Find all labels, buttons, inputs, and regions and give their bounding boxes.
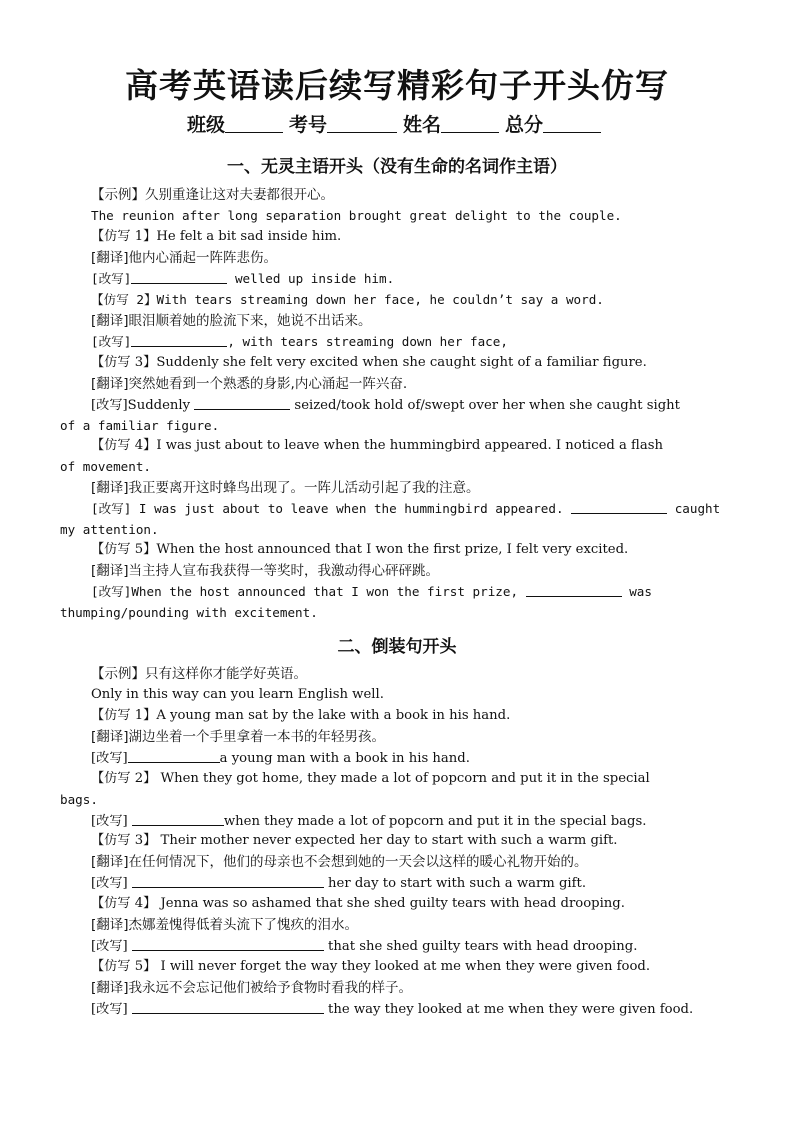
s2-f5-translation: [翻译]我永远不会忘记他们被给予食物时看我的样子。 [91, 980, 413, 996]
s1-f5-question: 【仿写 5】When the host announced that I won the first prize, I felt very excited. [91, 542, 629, 557]
s2-f1-question: 【仿写 1】A young man sat by the lake with a book in his hand. [91, 708, 511, 723]
class-label: 班级 [186, 114, 225, 136]
s2-f5-rewrite [91, 999, 736, 1021]
s2-f2-question: 【仿写 2】 When they got home, they made a lot of popcorn and put it in the special [91, 771, 650, 786]
rewrite-text: seized/took hold of/swept over her when she caught sight [290, 398, 680, 413]
s2-f2-rewrite [91, 811, 736, 833]
rewrite-label: [改写] I was just about to leave when the hummingbird appeared. [91, 501, 572, 516]
s1-f4-rewrite [91, 499, 736, 520]
s1-f5-rewrite [91, 582, 736, 603]
s1-f4-question-cont: of movement. [60, 459, 151, 474]
answer-blank[interactable] [132, 999, 324, 1014]
score-blank[interactable] [543, 114, 601, 133]
class-blank[interactable] [225, 114, 283, 133]
s2-f3-rewrite [91, 873, 736, 895]
s2-f4-rewrite [91, 936, 736, 958]
section2-example-cn: 【示例】只有这样你才能学好英语。 [91, 666, 307, 682]
s1-f3-rewrite [91, 395, 736, 417]
answer-blank[interactable] [526, 582, 622, 597]
number-label: 考号 [288, 114, 327, 136]
s2-f1-translation: [翻译]湖边坐着一个手里拿着一本书的年轻男孩。 [91, 729, 386, 745]
s1-f4-rewrite-cont: my attention. [60, 522, 159, 537]
s1-f3-translation: [翻译]突然她看到一个熟悉的身影,内心涌起一阵兴奋. [91, 376, 408, 392]
rewrite-label: [改写] [91, 814, 132, 829]
s1-f5-rewrite-cont: thumping/pounding with excitement. [60, 605, 318, 620]
answer-blank[interactable] [132, 936, 324, 951]
s1-f3-question: 【仿写 3】Suddenly she felt very excited when she caught sight of a familiar figure. [91, 355, 647, 370]
answer-blank[interactable] [132, 811, 224, 826]
answer-blank[interactable] [128, 748, 220, 763]
s1-f2-translation: [翻译]眼泪顺着她的脸流下来，她说不出话来。 [91, 313, 372, 329]
section2-example-en: Only in this way can you learn English well. [91, 687, 384, 702]
rewrite-label: [改写] [91, 1002, 132, 1017]
s2-f4-question: 【仿写 4】 Jenna was so ashamed that she shed guilty tears with head drooping. [91, 896, 625, 911]
s1-f1-translation: [翻译]他内心涌起一阵阵悲伤。 [91, 250, 278, 266]
number-blank[interactable] [327, 114, 397, 133]
rewrite-text: caught [667, 501, 721, 516]
s2-f2-question-cont: bags. [60, 792, 98, 807]
s2-f3-translation: [翻译]在任何情况下，他们的母亲也不会想到她的一天会以这样的暖心礼物开始的。 [91, 854, 588, 870]
page-title: 高考英语读后续写精彩句子开头仿写 [125, 66, 669, 105]
s2-f3-question: 【仿写 3】 Their mother never expected her day to start with such a warm gift. [91, 833, 618, 848]
rewrite-text: , with tears streaming down her face, [227, 334, 508, 349]
s1-f3-rewrite-cont: of a familiar figure. [60, 418, 220, 433]
rewrite-text: when they made a lot of popcorn and put it in the special bags. [223, 814, 647, 829]
score-label: 总分 [505, 114, 544, 136]
rewrite-text: the way they looked at me when they were given food. [323, 1002, 694, 1017]
rewrite-label: [改写] [91, 939, 132, 954]
s1-f2-rewrite [91, 332, 736, 353]
s1-f4-translation: [翻译]我正要离开这时蜂鸟出现了。一阵儿活动引起了我的注意。 [91, 480, 480, 496]
rewrite-label: [改写] [91, 271, 132, 286]
answer-blank[interactable] [571, 499, 667, 514]
rewrite-label: [改写]When the host announced that I won the first prize, [91, 584, 526, 599]
name-blank[interactable] [441, 114, 499, 133]
name-label: 姓名 [403, 114, 442, 136]
section1-title: 一、无灵主语开头（没有生命的名词作主语） [227, 157, 567, 177]
s1-f1-rewrite [91, 269, 736, 290]
section1-example-cn: 【示例】久别重逢让这对夫妻都很开心。 [91, 187, 334, 203]
rewrite-label: [改写] [91, 334, 132, 349]
s1-f5-translation: [翻译]当主持人宣布我获得一等奖时，我激动得心砰砰跳。 [91, 563, 440, 579]
rewrite-text: a young man with a book in his hand. [219, 751, 470, 766]
section2-title: 二、倒装句开头 [337, 637, 457, 657]
s1-f2-question: 【仿写 2】With tears streaming down her face, he couldn’t say a word. [91, 292, 604, 307]
section1-example-en: The reunion after long separation brought great delight to the couple. [91, 208, 622, 223]
rewrite-text: her day to start with such a warm gift. [323, 876, 587, 891]
rewrite-text: was [621, 584, 652, 599]
s1-f4-question: 【仿写 4】I was just about to leave when the hummingbird appeared. I noticed a flash [91, 438, 663, 453]
rewrite-label: [改写]Suddenly [91, 398, 195, 413]
answer-blank[interactable] [132, 873, 324, 888]
rewrite-text: that she shed guilty tears with head drooping. [323, 939, 638, 954]
answer-blank[interactable] [131, 269, 227, 284]
student-info-line [0, 110, 794, 137]
rewrite-label: [改写] [91, 751, 128, 766]
rewrite-text: welled up inside him. [227, 271, 395, 286]
answer-blank[interactable] [131, 332, 227, 347]
s2-f1-rewrite [91, 748, 736, 770]
rewrite-label: [改写] [91, 876, 132, 891]
s1-f1-question: 【仿写 1】He felt a bit sad inside him. [91, 229, 342, 244]
s2-f5-question: 【仿写 5】 I will never forget the way they looked at me when they were given food. [91, 959, 651, 974]
answer-blank[interactable] [194, 395, 290, 410]
s2-f4-translation: [翻译]杰娜羞愧得低着头流下了愧疚的泪水。 [91, 917, 359, 933]
